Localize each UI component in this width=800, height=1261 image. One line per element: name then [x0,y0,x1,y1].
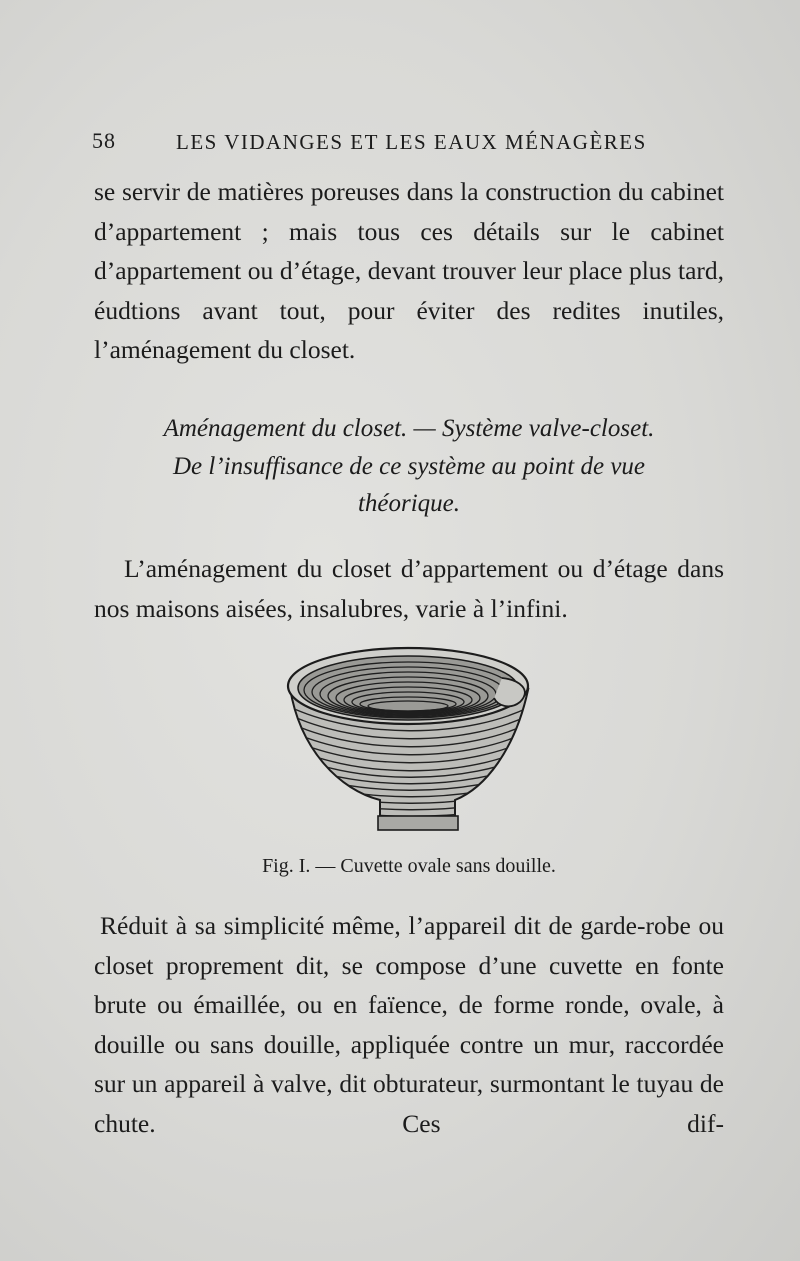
running-head [92,128,712,156]
running-head-title: LES VIDANGES ET LES EAUX MÉNAGÈRES [176,130,647,154]
paragraph-3: Réduit à sa simplicité même, l’appareil dit de garde-robe ou closet proprement dit, se compose d’une cuvette en fonte brute ou émaillée, ou en faïence, de forme ronde, ovale, à douille ou sans douille, appliquée contre un mur, raccordée sur un appareil à valve, dit obturateur, surmontant le tuyau de chute. Ces dif- [94,911,724,1138]
paragraph-2: L’aménagement du closet d’appartement ou d’étage dans nos maisons aisées, insalubres, varie à l’infini. [94,554,724,623]
paragraph-1: se servir de matières poreuses dans la construction du cabinet d’appartement ; mais tous ces détails sur le cabinet d’appartement ou d’étage, devant trouver leur place plus tard, éudtions avant tout, pour éviter des redites inutiles, l’aménagement du closet. [94,177,724,364]
figure-caption: Fig. I. — Cuvette ovale sans douille. [262,855,556,877]
section-heading-line-1: Aménagement du closet. — Système valve-closet. [163,415,655,442]
figure-bowl-illustration [270,640,540,840]
page-number: 58 [92,128,116,153]
section-heading-line-3: théorique. [357,490,461,517]
oval-bowl-engraving [270,640,540,840]
section-heading [94,410,724,523]
section-heading-line-2: De l’insuffisance de ce système au point de vue [172,452,646,480]
